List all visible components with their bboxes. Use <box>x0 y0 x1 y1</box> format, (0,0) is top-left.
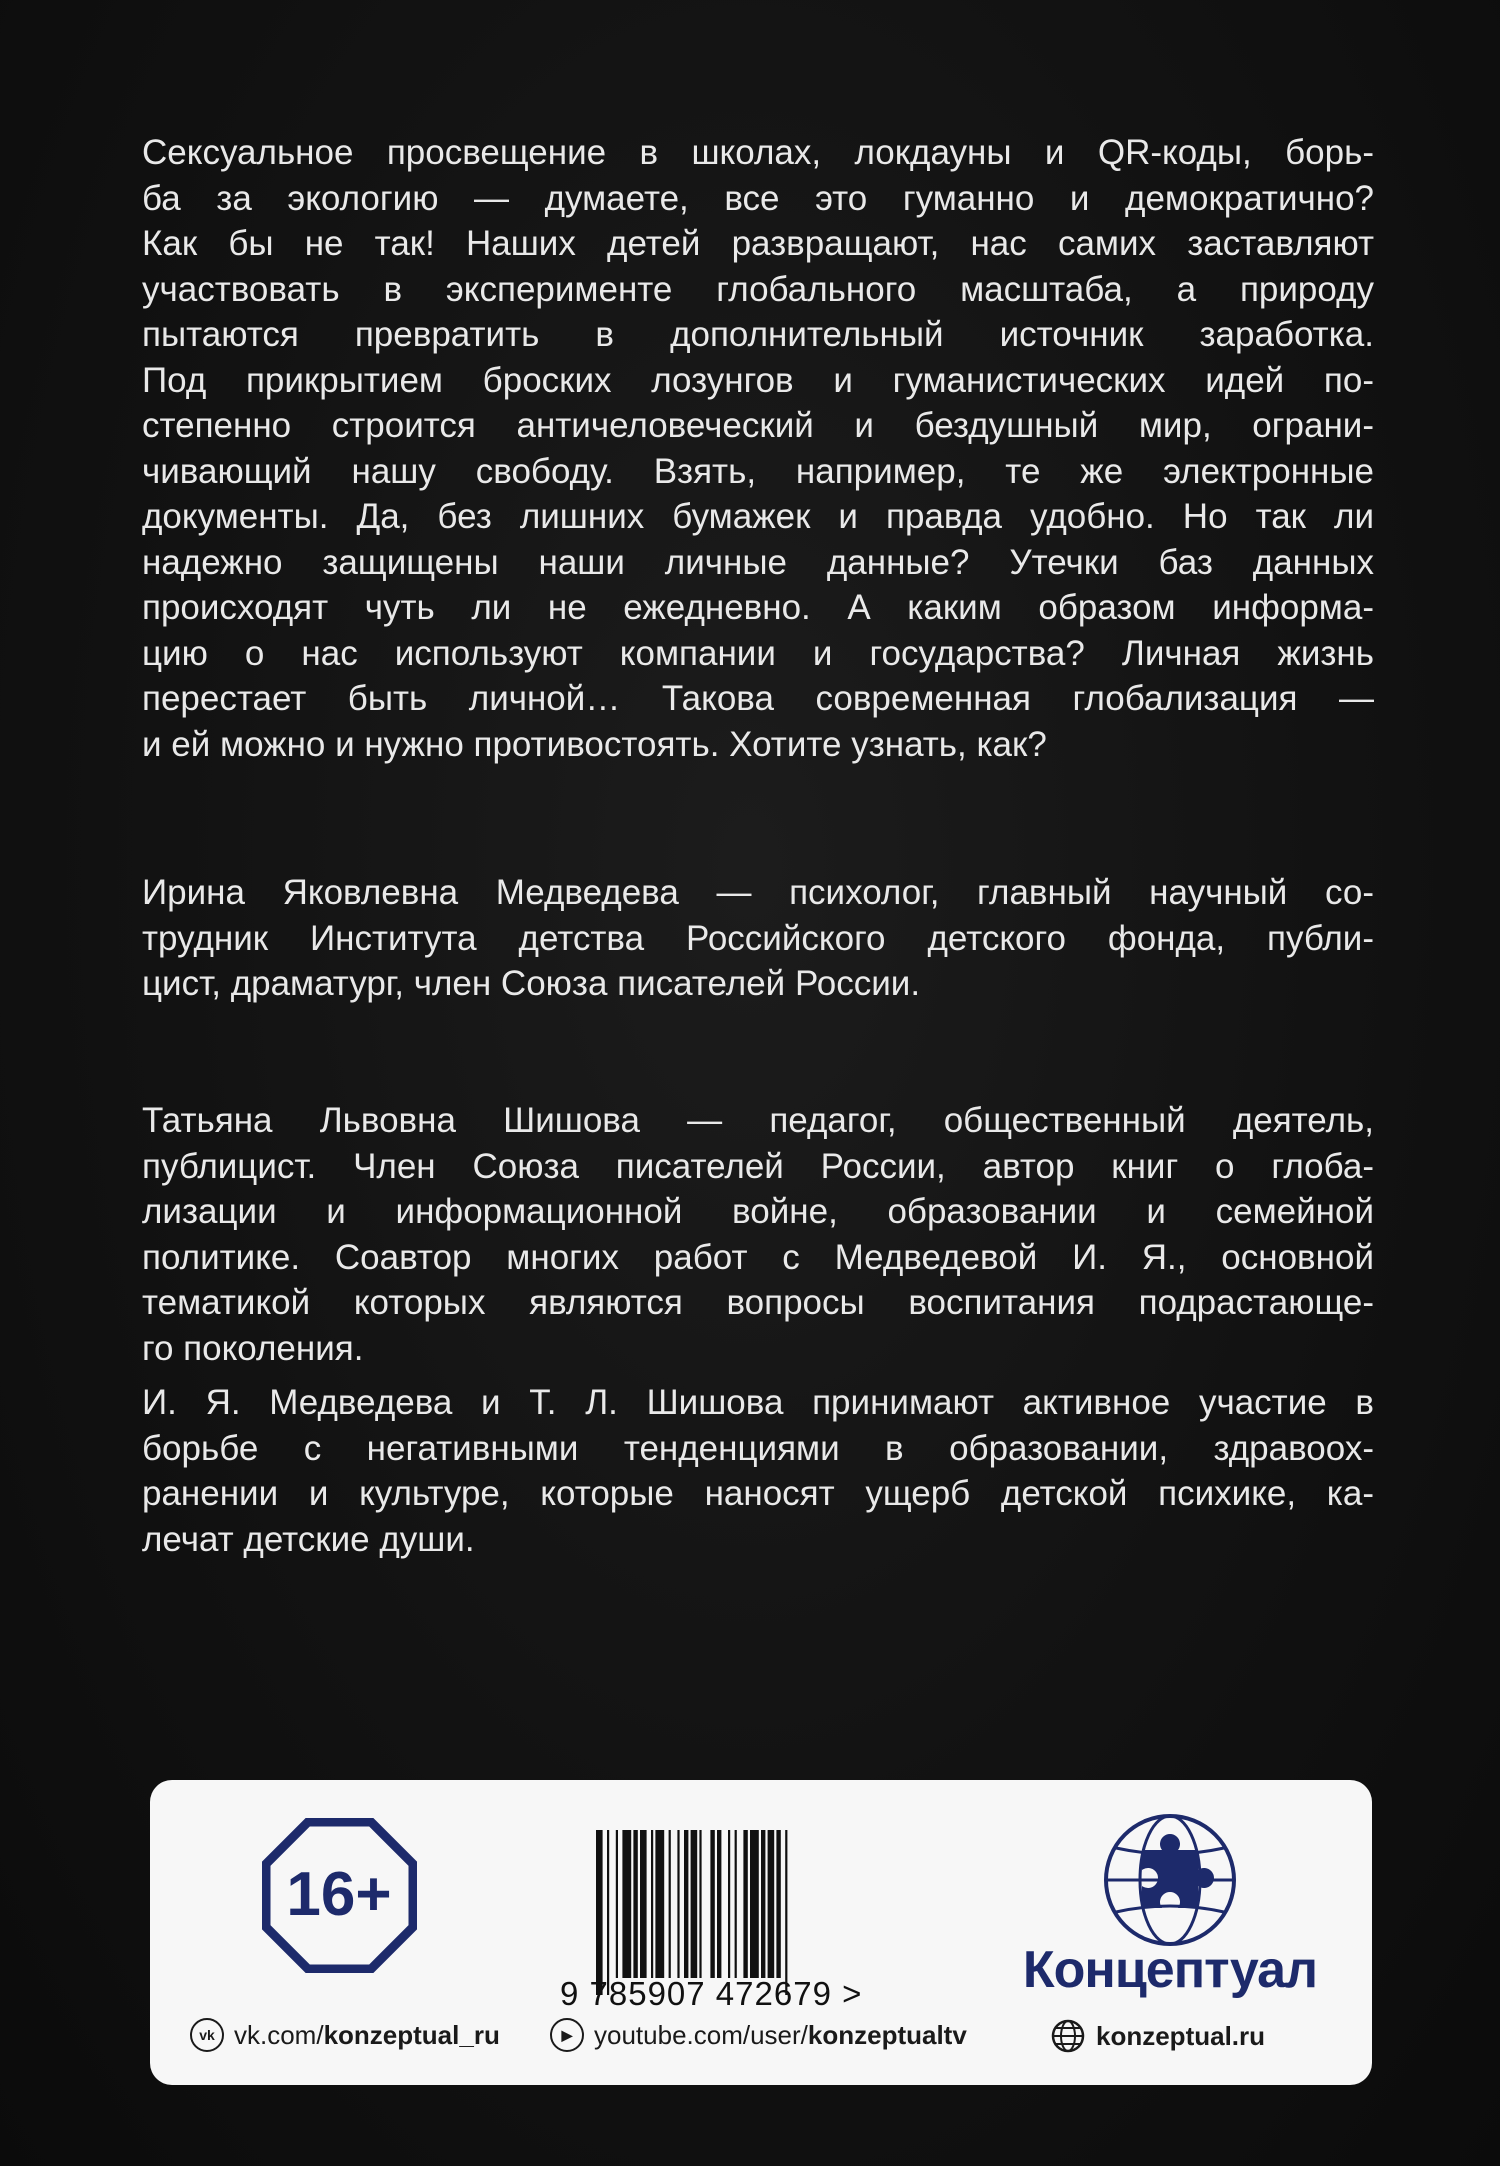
author-bio-shishova <box>142 1098 1374 1371</box>
text-line: борьбе с негативными тенденциями в образовании, здравоох- <box>142 1428 1374 1468</box>
text-line: трудник Института детства Российского детского фонда, публи- <box>142 918 1374 958</box>
youtube-link-text: youtube.com/user/konzeptualtv <box>594 2019 967 2050</box>
text-line: Как бы не так! Наших детей развращают, нас самих заставляют <box>142 224 1374 263</box>
puzzle-globe-logo-icon <box>1100 1810 1240 1950</box>
text-line: публицист. Член Союза писателей России, автор книг о глоба- <box>142 1146 1374 1186</box>
vk-link[interactable] <box>190 2018 500 2052</box>
globe-icon <box>1050 2018 1086 2054</box>
text-line: Под прикрытием броских лозунгов и гуманистических идей по- <box>142 360 1374 400</box>
text-line: И. Я. Медведева и Т. Л. Шишова принимают активное участие в <box>142 1383 1374 1422</box>
barcode-bar <box>607 1830 609 1995</box>
text-line: степенно строится античеловеческий и бездушный мир, ограни- <box>142 406 1374 445</box>
barcode-bar <box>633 1830 637 1978</box>
authors-joint-paragraph <box>142 1380 1374 1562</box>
barcode-bar <box>743 1830 747 1978</box>
barcode-bar <box>699 1830 701 1978</box>
text-line: Сексуальное просвещение в школах, локдауны и QR-коды, борь- <box>142 133 1374 172</box>
barcode-bar <box>596 1830 603 1995</box>
barcode-bar <box>651 1830 653 1978</box>
description-paragraph <box>142 130 1374 767</box>
text-line: го поколения. <box>142 1328 364 1368</box>
youtube-icon: ▶ <box>550 2018 584 2052</box>
barcode-bar <box>684 1830 688 1978</box>
isbn-number: 9 785907 472679 > <box>560 1975 863 2012</box>
info-panel <box>150 1780 1372 2085</box>
text-line: пытаются превратить в дополнительный источник заработка. <box>142 315 1374 354</box>
text-line: тематикой которых являются вопросы воспитания подрастающе- <box>142 1283 1374 1322</box>
text-line: политике. Соавтор многих работ с Медведевой И. Я., основной <box>142 1237 1374 1277</box>
barcode-bar <box>640 1830 647 1978</box>
barcode-bar <box>750 1830 759 1978</box>
text-line: цист, драматург, член Союза писателей России. <box>142 964 921 1003</box>
text-line: и ей можно и нужно противостоять. Хотите узнать, как? <box>142 724 1047 764</box>
barcode-bar <box>691 1830 698 1978</box>
text-line: происходят чуть ли не ежедневно. А каким образом информа- <box>142 588 1374 627</box>
vk-icon: vk <box>190 2018 224 2052</box>
age-rating-badge <box>262 1818 417 1973</box>
website-link-text: konzeptual.ru <box>1096 2020 1266 2051</box>
text-line: участвовать в эксперименте глобального масштаба, а природу <box>142 269 1374 309</box>
text-line: ба за экологию — думаете, все это гуманно и демократично? <box>142 178 1374 218</box>
barcode-bar <box>717 1830 721 1978</box>
barcode-bar <box>616 1830 618 1978</box>
age-rating-text: 16+ <box>286 1860 392 1929</box>
text-line: лечат детские души. <box>142 1519 475 1559</box>
vk-link-text: vk.com/konzeptual_ru <box>234 2019 500 2050</box>
barcode-bar <box>669 1830 671 1978</box>
website-link[interactable] <box>1050 2018 1265 2054</box>
text-line: Татьяна Львовна Шишова — педагог, общественный деятель, <box>142 1101 1374 1140</box>
publisher-name: Концептуал <box>1022 1941 1318 1999</box>
barcode-bar <box>728 1830 730 1978</box>
barcode <box>592 1830 944 1995</box>
barcode-bar <box>710 1830 714 1978</box>
barcode-bar <box>735 1830 737 1978</box>
text-line: надежно защищены наши личные данные? Утечки баз данных <box>142 542 1374 582</box>
barcode-bar <box>785 1830 787 1995</box>
text-line: чивающий нашу свободу. Взять, например, те же электронные <box>142 451 1374 491</box>
text-line: документы. Да, без лишних бумажек и правда удобно. Но так ли <box>142 497 1374 536</box>
barcode-bar <box>768 1830 775 1978</box>
barcode-bar <box>776 1830 780 1978</box>
text-line: перестает быть личной… Такова современная глобализация — <box>142 679 1374 718</box>
barcode-bar <box>622 1830 631 1978</box>
text-line: ранении и культуре, которые наносят ущерб детской психике, ка- <box>142 1474 1374 1513</box>
barcode-bar <box>677 1830 679 1978</box>
text-line: лизации и информационной войне, образовании и семейной <box>142 1192 1374 1231</box>
barcode-bar <box>761 1830 765 1978</box>
text-line: Ирина Яковлевна Медведева — психолог, главный научный со- <box>142 873 1374 912</box>
barcode-bar <box>655 1830 664 1978</box>
text-line: цию о нас используют компании и государства? Личная жизнь <box>142 633 1374 673</box>
author-bio-medvedeva <box>142 870 1374 1007</box>
youtube-link[interactable] <box>550 2018 967 2052</box>
